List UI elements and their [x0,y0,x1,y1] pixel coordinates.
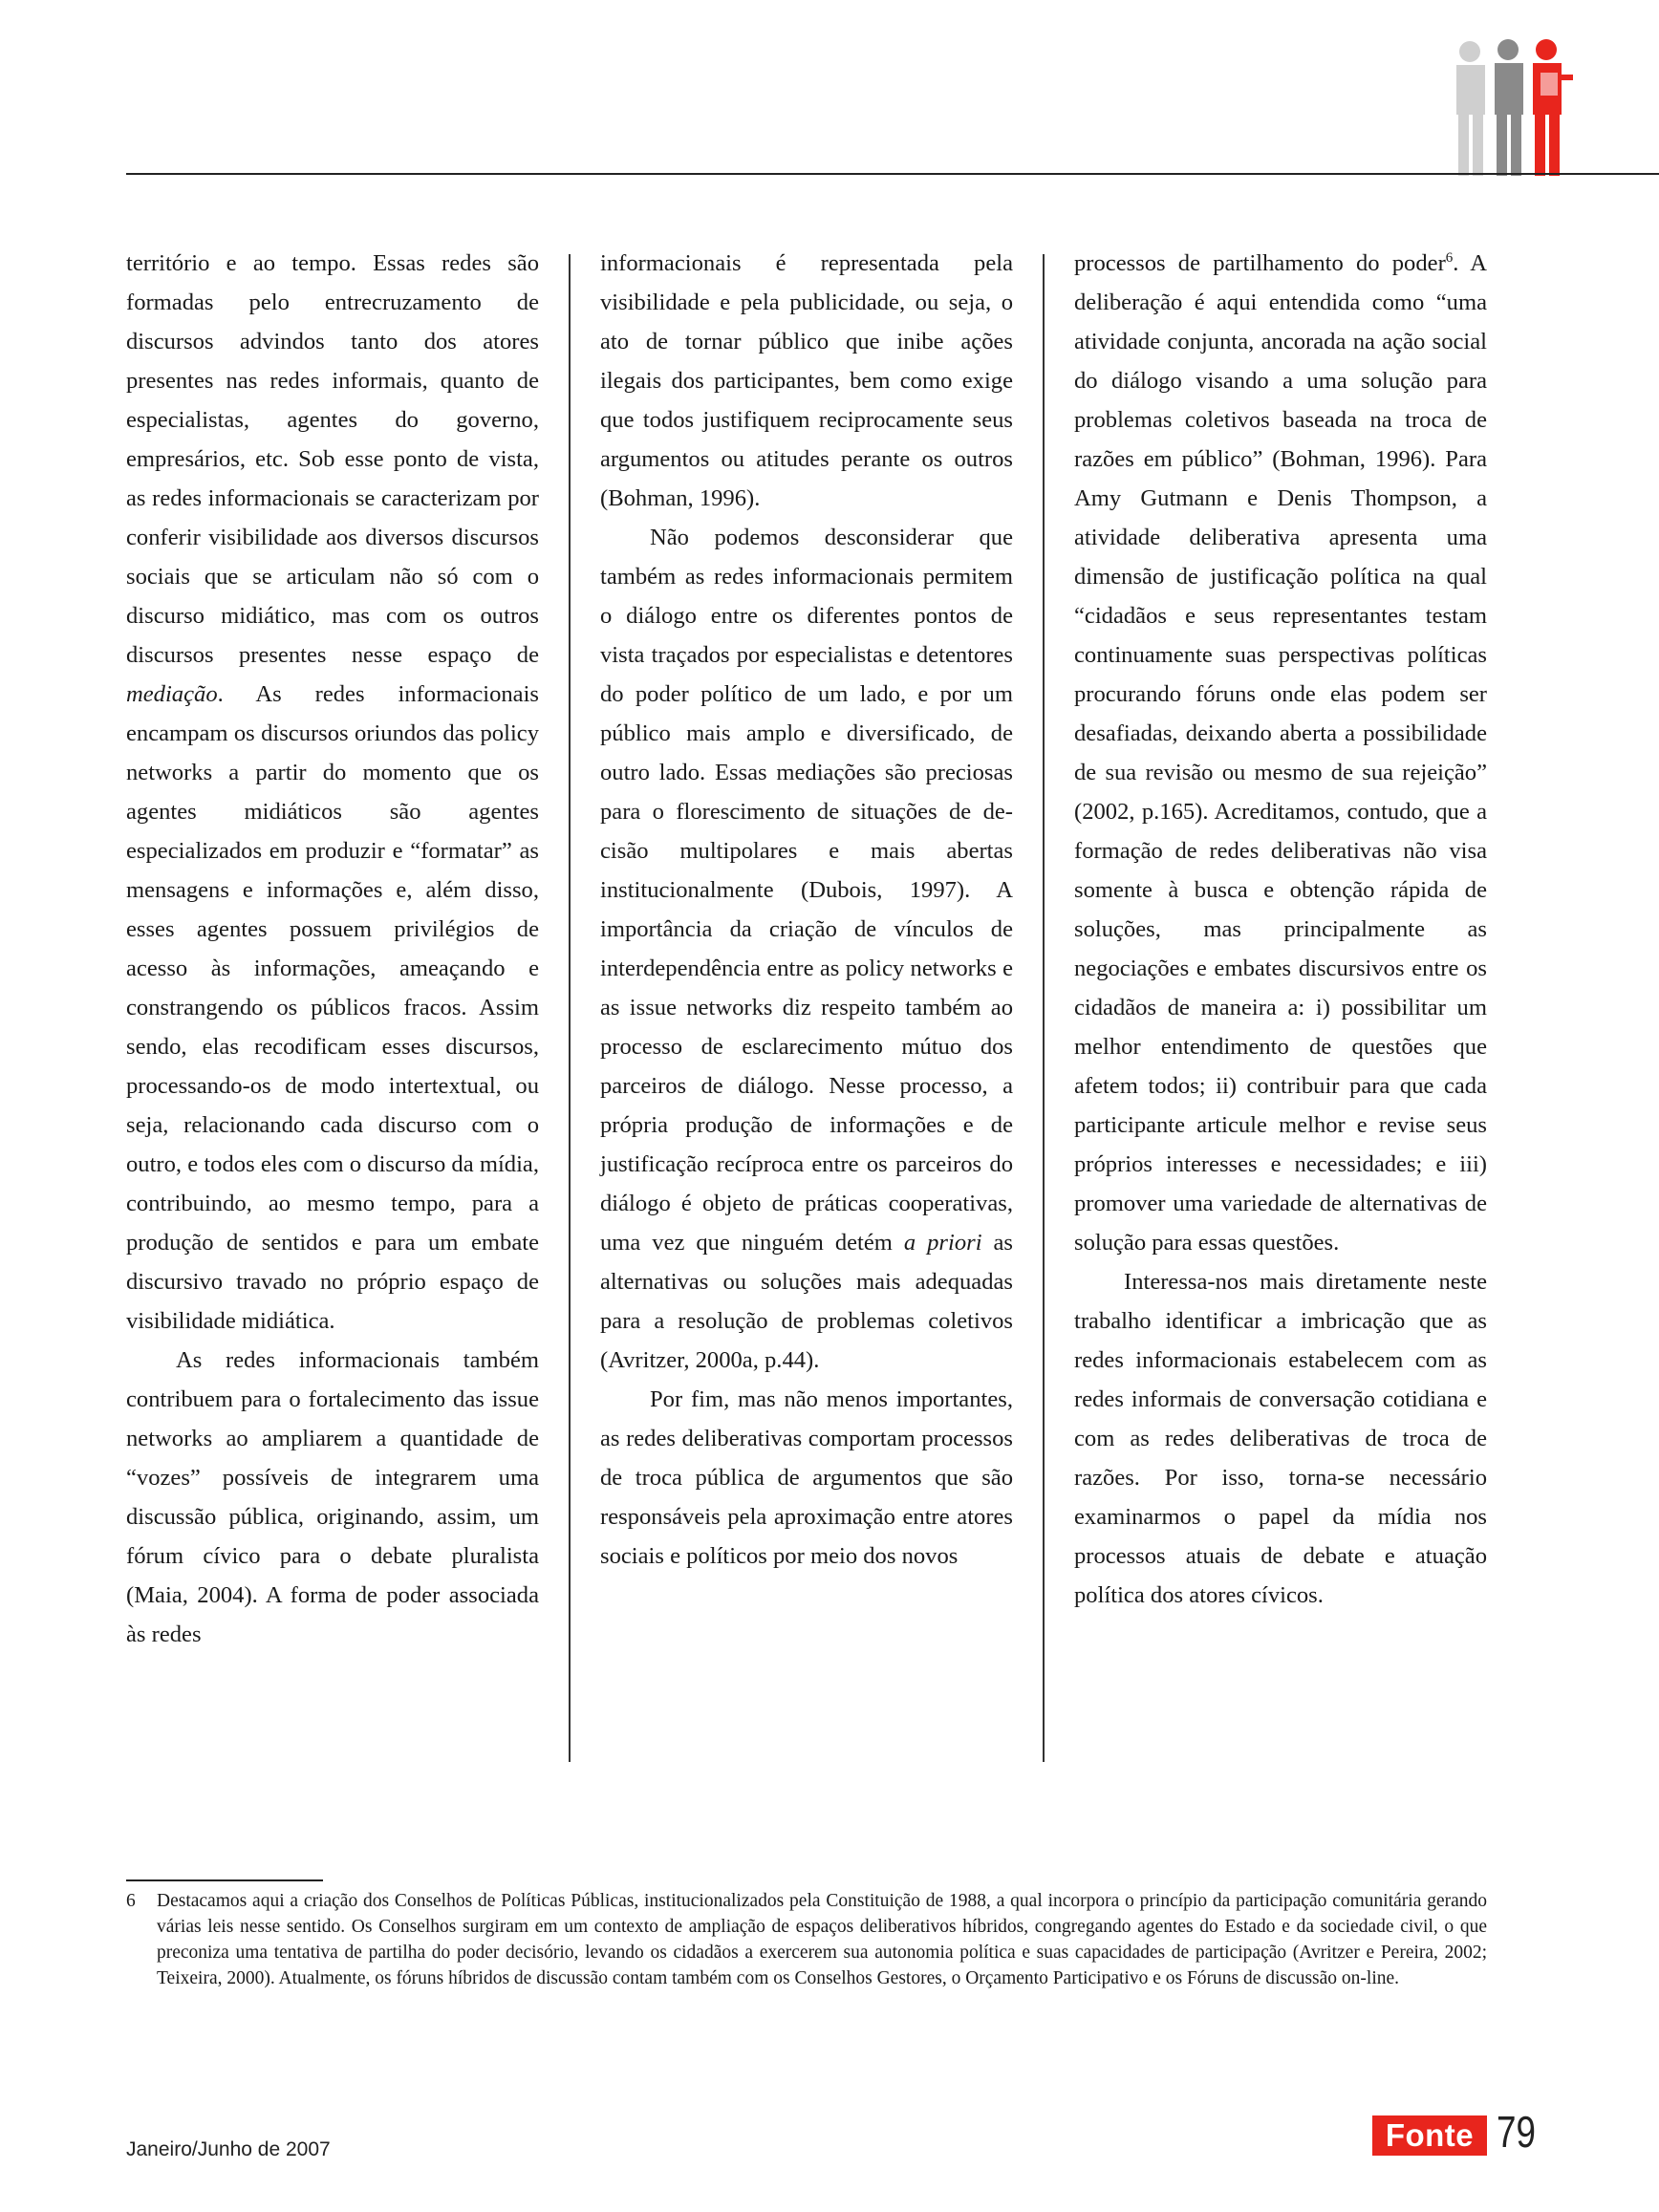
column-divider [569,254,571,1762]
paragraph: processos de partilhamento do poder$^6$. A deliberação é aqui entendida como “uma atividade conjunta, ancorada na ação social do diálogo visando a uma solução para problemas coletivos baseada na troca de razões em público” (Bohman, 1996). Para Amy Gutmann e Denis Thompson, a atividade deliberativa apresenta uma dimensão de justificação política na qual “cidadãos e seus representantes testam continuamente suas perspectivas políticas procurando fóruns onde elas podem ser desafiadas, deixando aberta a possibilidade de sua revisão ou mesmo de sua rejeição” (2002, p.165). Acreditamos, contudo, que a formação de redes deliberativas não visa somente à busca e obtenção rápida de soluções, mas principalmente as negociações e embates discursivos entre os cidadãos de maneira a: i) possibilitar um melhor entendimento de questões que afetem todos; ii) contribuir para que cada participante articule melhor e revise seus próprios interesses e necessidades; e iii) promover uma variedade de alternativas de solução para essas questões. [1074,249,1488,1256]
paragraph: informacionais é representada pela visibilidade e pela publicidade, ou seja, o ato de tornar público que inibe ações ilegais dos participantes, bem como exige que todos justifiquem reciprocamente seus argumentos ou atitudes perante os outros (Bohman, 1996). [600,250,1013,511]
emphasis: a priori [903,1230,982,1256]
three-figures-icon [1445,38,1579,178]
page-number: 79 [1497,2107,1536,2157]
footnote-number: 6 [126,1891,136,1911]
text-column-3 [1074,244,1487,1615]
footnote [126,1888,1487,1991]
brand-badge: Fonte [1372,2115,1487,2156]
column-divider [1043,254,1045,1762]
text-column-2 [600,244,1013,1576]
paragraph: território e ao tempo. Essas redes são formadas pelo entrecruzamento de discursos advindos tanto dos atores presentes nas redes informais, quanto de especialistas, agentes do governo, empresários, etc. Sob esse ponto de vista, as redes informacionais se caracterizam por conferir visibilidade aos diversos discursos sociais que se articulam não só com o discurso midiático, mas com os outros discursos presentes nesse espaço de mediação. As redes informacionais encampam os discursos oriundos das policy networks a partir do momento que os agentes midiáticos são agentes especializados em produzir e “formatar” as mensagens e informações e, além disso, esses agentes possuem privilégios de acesso às informações, ameaçando e constrangendo os públicos fracos. Assim sendo, elas recodificam esses discursos, processando-os de modo intertextual, ou seja, relacionando cada discurso com o outro, e todos eles com o discurso da mídia, contribuindo, ao mesmo tempo, para a produção de sentidos e para um embate discursivo travado no próprio espaço de visibilidade midiática. [126,250,539,1334]
footnote-text: Destacamos aqui a criação dos Conselhos de Políticas Públicas, institucionalizados pela Constituição de 1988, a qual incorpora o princípio da participação comunitária gerando várias leis nesse sentido. Os Conselhos surgiram em um contexto de ampliação de espaços deliberativos híbridos, congregando agentes do Estado e da sociedade civil, o que preconiza uma tentativa de partilha do poder decisório, levando os cidadãos a exercerem sua autonomia política e suas capacidades de participação (Avritzer e Pereira, 2002; Teixeira, 2000). Atualmente, os fóruns híbridos de discussão contam também com os Conselhos Gestores, o Orçamento Participativo e os Fóruns de discussão on-line. [157,1891,1487,1988]
emphasis: mediação [126,681,218,707]
paragraph: Por fim, mas não menos importantes, as redes deliberativas comportam processos de troca pública de argumentos que são responsáveis pela aproximação entre atores sociais e políticos por meio dos novos [600,1386,1013,1569]
paragraph: As redes informacionais também contribuem para o fortalecimento das issue networks ao ampliarem a quantidade de “vozes” possíveis de integrarem uma discussão pública, originando, assim, um fórum cívico para o debate pluralista (Maia, 2004). A forma de poder associada às redes [126,1347,539,1647]
header-rule [126,173,1659,175]
issue-date: Janeiro/Junho de 2007 [126,2138,331,2160]
footnote-rule [126,1879,323,1881]
paragraph: Interessa-nos mais diretamente neste trabalho identificar a imbricação que as redes informacionais estabelecem com as redes informais de conversação cotidiana e com as redes deliberativas de troca de razões. Por isso, torna-se necessário examinarmos o papel da mídia nos processos atuais de debate e atuação política dos atores cívicos. [1074,1269,1487,1608]
paragraph: Não podemos desconsiderar que também as redes informacionais permitem o diálogo entre os diferentes pontos de vista traçados por especialistas e detentores do poder político de um lado, e por um público mais amplo e diversificado, de outro lado. Essas mediações são preciosas para o florescimento de situações de decisão multipolares e mais abertas institucionalmente (Dubois, 1997). A importância da criação de vínculos de interdependência entre as policy networks e as issue networks diz respeito também ao processo de esclarecimento mútuo dos parceiros de diálogo. Nesse processo, a própria produção de informações e de justificação recíproca entre os parceiros do diálogo é objeto de práticas cooperativas, uma vez que ninguém detém a priori as alternativas ou soluções mais adequadas para a resolução de problemas coletivos (Avritzer, 2000a, p.44). [600,525,1013,1373]
text-column-1 [126,244,539,1654]
footnote-reference[interactable]: 6 [1445,249,1454,266]
